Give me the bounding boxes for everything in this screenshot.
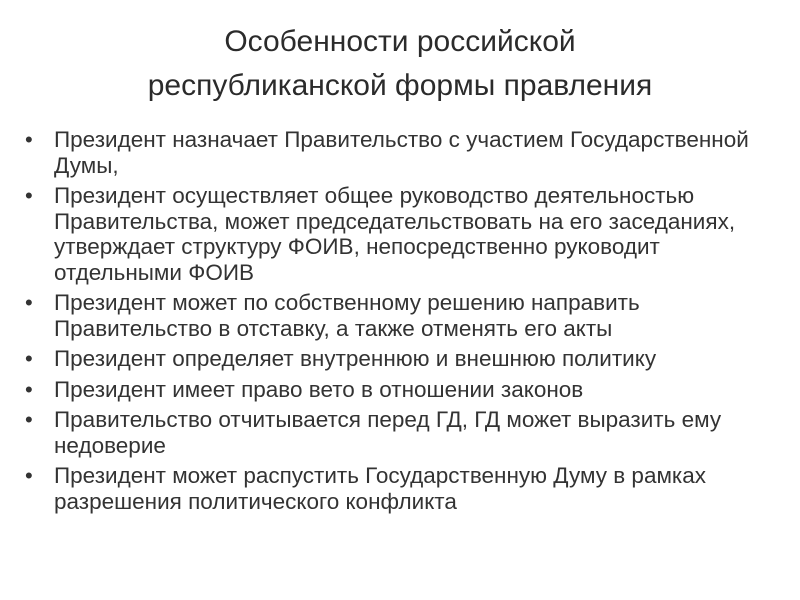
bullet-text: Президент назначает Правительство с участием Государственной Думы, [54,127,749,178]
bullet-text: Правительство отчитывается перед ГД, ГД может выразить ему недоверие [54,407,722,458]
bullet-item [12,407,787,458]
bullet-icon: • [25,407,33,432]
bullet-item [12,183,787,285]
bullet-item [12,290,787,341]
bullet-icon: • [25,346,33,371]
bullet-icon: • [25,376,33,402]
bullet-item [12,127,787,178]
bullet-item [12,463,787,514]
bullet-icon: • [25,127,33,152]
bullet-list [12,127,787,519]
bullet-icon: • [25,463,33,488]
bullet-text: Президент имеет право вето в отношении законов [54,376,584,402]
slide-title-line-1: Особенности российской [224,25,576,58]
bullet-text: Президент может распустить Государственную Думу в рамках разрешения политического конфликта [54,463,707,514]
bullet-icon: • [25,290,33,315]
bullet-text: Президент может по собственному решению направить Правительство в отставку, а также отменять его акты [54,290,640,341]
bullet-item [12,346,787,372]
bullet-text: Президент определяет внутреннюю и внешнюю политику [54,346,657,371]
slide-title-line-2: республиканской формы правления [147,69,653,102]
bullet-item [12,377,787,403]
bullet-icon: • [25,183,33,208]
bullet-text: Президент осуществляет общее руководство деятельностью Правительства, может председательствовать на его заседаниях, утверждает структуру ФОИВ, непосредственно руководит отдельными ФОИВ [54,183,736,285]
slide-title [0,20,800,108]
